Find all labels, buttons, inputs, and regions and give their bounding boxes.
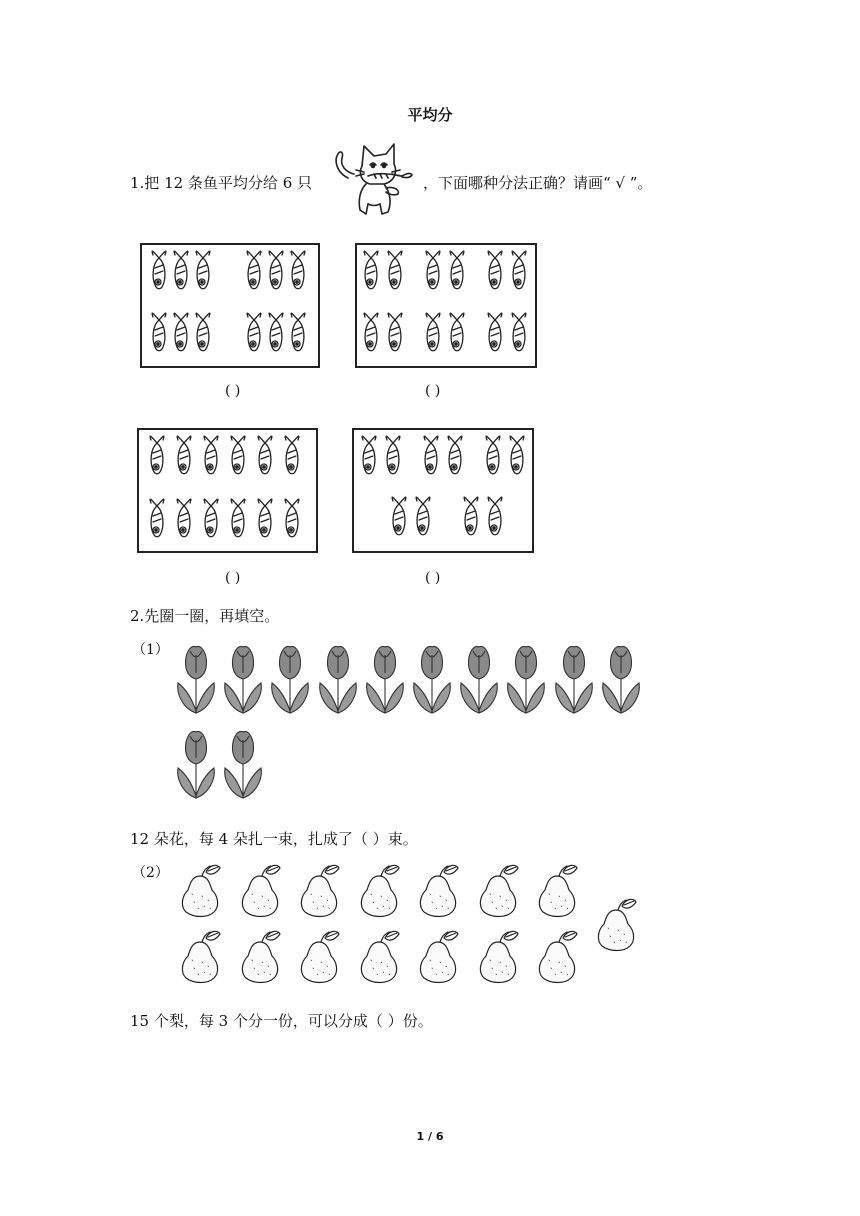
fish-icon — [227, 496, 249, 542]
fish-icon — [460, 494, 482, 540]
pear-icon — [414, 928, 466, 990]
fish-icon — [446, 310, 468, 356]
fish-icon — [148, 310, 170, 356]
fish-icon — [388, 494, 410, 540]
fish-icon — [200, 433, 222, 479]
pear-icon — [592, 896, 644, 958]
fish-icon — [265, 248, 287, 294]
fish-icon — [382, 433, 404, 479]
tulip-icon — [221, 728, 265, 806]
pear-icon — [533, 862, 585, 924]
pear-icon — [355, 862, 407, 924]
pear-icon — [533, 928, 585, 990]
fish-icon — [484, 310, 506, 356]
tulip-icon — [599, 643, 643, 721]
pear-icon — [176, 928, 228, 990]
option-answer-blank-2[interactable]: ( ) — [425, 383, 441, 399]
page-title: 平均分 — [407, 106, 453, 124]
fish-icon — [422, 310, 444, 356]
fish-icon — [412, 494, 434, 540]
fish-icon — [170, 310, 192, 356]
tulip-icon — [174, 728, 218, 806]
q2-part1-label: （1） — [132, 642, 169, 658]
fish-icon — [287, 310, 309, 356]
cat-icon — [328, 138, 420, 220]
fish-icon — [360, 248, 382, 294]
option-answer-blank-3[interactable]: ( ) — [225, 570, 241, 586]
fish-icon — [422, 248, 444, 294]
fish-icon — [281, 496, 303, 542]
fish-icon — [281, 433, 303, 479]
fish-icon — [358, 433, 380, 479]
fish-icon — [446, 248, 468, 294]
fish-icon — [192, 248, 214, 294]
tulip-icon — [221, 643, 265, 721]
pear-icon — [474, 862, 526, 924]
q2-part2-sentence: 15 个梨，每 3 个分一份，可以分成（ ）份。 — [130, 1012, 433, 1030]
fish-icon — [148, 248, 170, 294]
fish-icon — [243, 248, 265, 294]
fish-icon — [243, 310, 265, 356]
q1-text-before: 1.把 12 条鱼平均分给 6 只 — [130, 174, 313, 192]
page-number: 1 / 6 — [416, 1130, 444, 1143]
tulip-icon — [457, 643, 501, 721]
option-answer-blank-4[interactable]: ( ) — [425, 570, 441, 586]
tulip-icon — [316, 643, 360, 721]
fish-icon — [192, 310, 214, 356]
q2-part2-label: （2） — [132, 865, 169, 881]
fish-icon — [200, 496, 222, 542]
q2-part1-sentence: 12 朵花，每 4 朵扎一束，扎成了（ ）束。 — [130, 830, 418, 848]
fish-icon — [506, 433, 528, 479]
pear-icon — [295, 862, 347, 924]
fish-icon — [265, 310, 287, 356]
pear-icon — [355, 928, 407, 990]
tulip-icon — [174, 643, 218, 721]
fish-icon — [254, 433, 276, 479]
fish-icon — [287, 248, 309, 294]
fish-icon — [508, 310, 530, 356]
fish-icon — [508, 248, 530, 294]
fish-icon — [146, 433, 168, 479]
pear-icon — [474, 928, 526, 990]
q2-heading: 2.先圈一圈，再填空。 — [130, 607, 280, 625]
tulip-icon — [504, 643, 548, 721]
fish-icon — [170, 248, 192, 294]
pear-icon — [295, 928, 347, 990]
tulip-icon — [410, 643, 454, 721]
fish-icon — [254, 496, 276, 542]
fish-icon — [173, 433, 195, 479]
pear-icon — [414, 862, 466, 924]
fish-icon — [482, 433, 504, 479]
pear-icon — [236, 862, 288, 924]
fish-icon — [384, 310, 406, 356]
fish-icon — [444, 433, 466, 479]
q1-text-after: ，下面哪种分法正确？请画“ √ ”。 — [423, 174, 653, 192]
tulip-icon — [363, 643, 407, 721]
fish-icon — [227, 433, 249, 479]
fish-icon — [146, 496, 168, 542]
tulip-icon — [268, 643, 312, 721]
fish-icon — [384, 248, 406, 294]
fish-icon — [173, 496, 195, 542]
pear-icon — [236, 928, 288, 990]
fish-icon — [484, 494, 506, 540]
fish-icon — [484, 248, 506, 294]
option-answer-blank-1[interactable]: ( ) — [225, 383, 241, 399]
tulip-icon — [552, 643, 596, 721]
pear-icon — [176, 862, 228, 924]
fish-icon — [420, 433, 442, 479]
fish-icon — [360, 310, 382, 356]
